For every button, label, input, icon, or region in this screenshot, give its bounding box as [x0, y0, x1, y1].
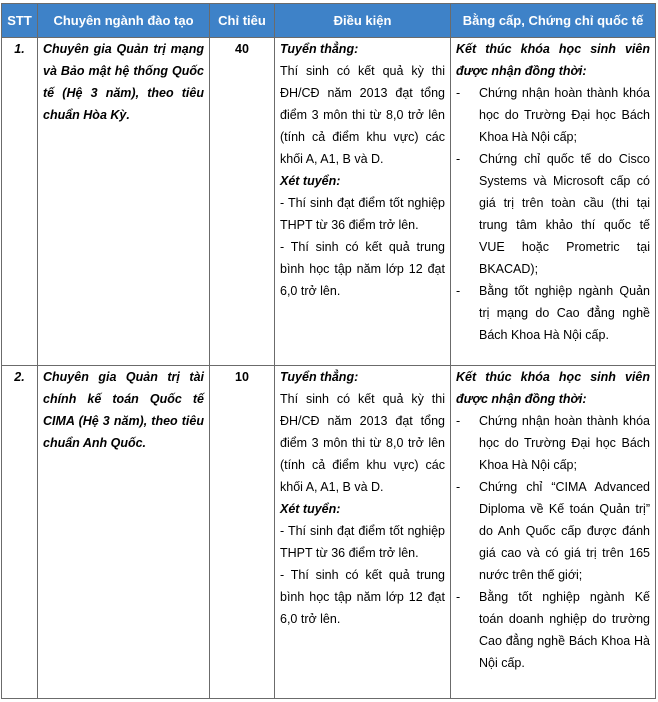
row-certs — [451, 366, 656, 699]
dash-bullet: - — [456, 284, 461, 298]
row-condition — [275, 366, 451, 699]
dash-bullet: - — [456, 480, 461, 494]
list-item — [456, 476, 650, 586]
direct-admission-text: Thí sinh có kết quả kỳ thi ĐH/CĐ năm 2013 đạt tổng điểm 3 môn thi từ 8,0 trở lên (tính cả điểm khu vực) các khối A, A1, B và D. — [280, 64, 445, 166]
direct-admission-text: Thí sinh có kết quả kỳ thi ĐH/CĐ năm 2013 đạt tổng điểm 3 môn thi từ 8,0 trở lên (tính cả điểm khu vực) các khối A, A1, B và D. — [280, 392, 445, 494]
list-item — [456, 148, 650, 280]
list-item — [456, 280, 650, 346]
header-stt: STT — [2, 4, 38, 38]
row-stt: 1. — [2, 38, 38, 366]
header-row — [2, 4, 656, 38]
cert-text: Bằng tốt nghiệp ngành Kế toán doanh nghiệp do trường Cao đẳng nghề Bách Khoa Hà Nội cấp. — [479, 590, 650, 670]
dash-bullet: - — [456, 590, 461, 604]
dash-bullet: - — [456, 86, 461, 100]
list-item — [456, 82, 650, 148]
list-item — [456, 410, 650, 476]
dash-bullet: - — [456, 414, 461, 428]
admissions-table — [1, 3, 656, 699]
row-quota: 40 — [210, 38, 275, 366]
header-quota: Chỉ tiêu — [210, 4, 275, 38]
row-stt: 2. — [2, 366, 38, 699]
header-major: Chuyên ngành đào tạo — [38, 4, 210, 38]
cert-text: Bằng tốt nghiệp ngành Quản trị mạng do Cao đẳng nghề Bách Khoa Hà Nội cấp. — [479, 284, 650, 342]
direct-admission-title: Tuyển thẳng: — [280, 370, 359, 384]
review-criterion: - Thí sinh có kết quả trung bình học tập năm lớp 12 đạt 6,0 trở lên. — [280, 568, 445, 626]
header-certs: Bằng cấp, Chứng chỉ quốc tế — [451, 4, 656, 38]
dash-bullet: - — [456, 152, 461, 166]
cert-text: Chứng nhận hoàn thành khóa học do Trường Đại học Bách Khoa Hà Nội cấp; — [479, 414, 650, 472]
certs-title: Kết thúc khóa học sinh viên được nhận đồng thời: — [456, 42, 650, 78]
row-certs — [451, 38, 656, 366]
certs-list — [456, 82, 650, 346]
row-quota: 10 — [210, 366, 275, 699]
review-admission-title: Xét tuyển: — [280, 174, 341, 188]
cert-text: Chứng chỉ “CIMA Advanced Diploma về Kế toán Quản trị” do Anh Quốc cấp được đánh giá cao và có giá trị trên 165 nước trên thế giới; — [479, 480, 650, 582]
list-item — [456, 586, 650, 674]
header-condition: Điều kiện — [275, 4, 451, 38]
direct-admission-title: Tuyển thẳng: — [280, 42, 359, 56]
cert-text: Chứng chỉ quốc tế do Cisco Systems và Microsoft cấp có giá trị trên toàn cầu (thi tại trung tâm khảo thí quốc tế VUE hoặc Prometric tại BKACAD); — [479, 152, 650, 276]
review-criterion: - Thí sinh đạt điểm tốt nghiệp THPT từ 36 điểm trở lên. — [280, 524, 445, 560]
review-criterion: - Thí sinh có kết quả trung bình học tập năm lớp 12 đạt 6,0 trở lên. — [280, 240, 445, 298]
certs-title: Kết thúc khóa học sinh viên được nhận đồng thời: — [456, 370, 650, 406]
row-condition — [275, 38, 451, 366]
review-criterion: - Thí sinh đạt điểm tốt nghiệp THPT từ 36 điểm trở lên. — [280, 196, 445, 232]
row-major: Chuyên gia Quản trị mạng và Bảo mật hệ thống Quốc tế (Hệ 3 năm), theo tiêu chuẩn Hòa Kỳ. — [38, 38, 210, 366]
review-admission-title: Xét tuyển: — [280, 502, 341, 516]
certs-list — [456, 410, 650, 674]
cert-text: Chứng nhận hoàn thành khóa học do Trường Đại học Bách Khoa Hà Nội cấp; — [479, 86, 650, 144]
row-major: Chuyên gia Quản trị tài chính kế toán Quốc tế CIMA (Hệ 3 năm), theo tiêu chuẩn Anh Quốc. — [38, 366, 210, 699]
table-row — [2, 366, 656, 699]
table-row — [2, 38, 656, 366]
